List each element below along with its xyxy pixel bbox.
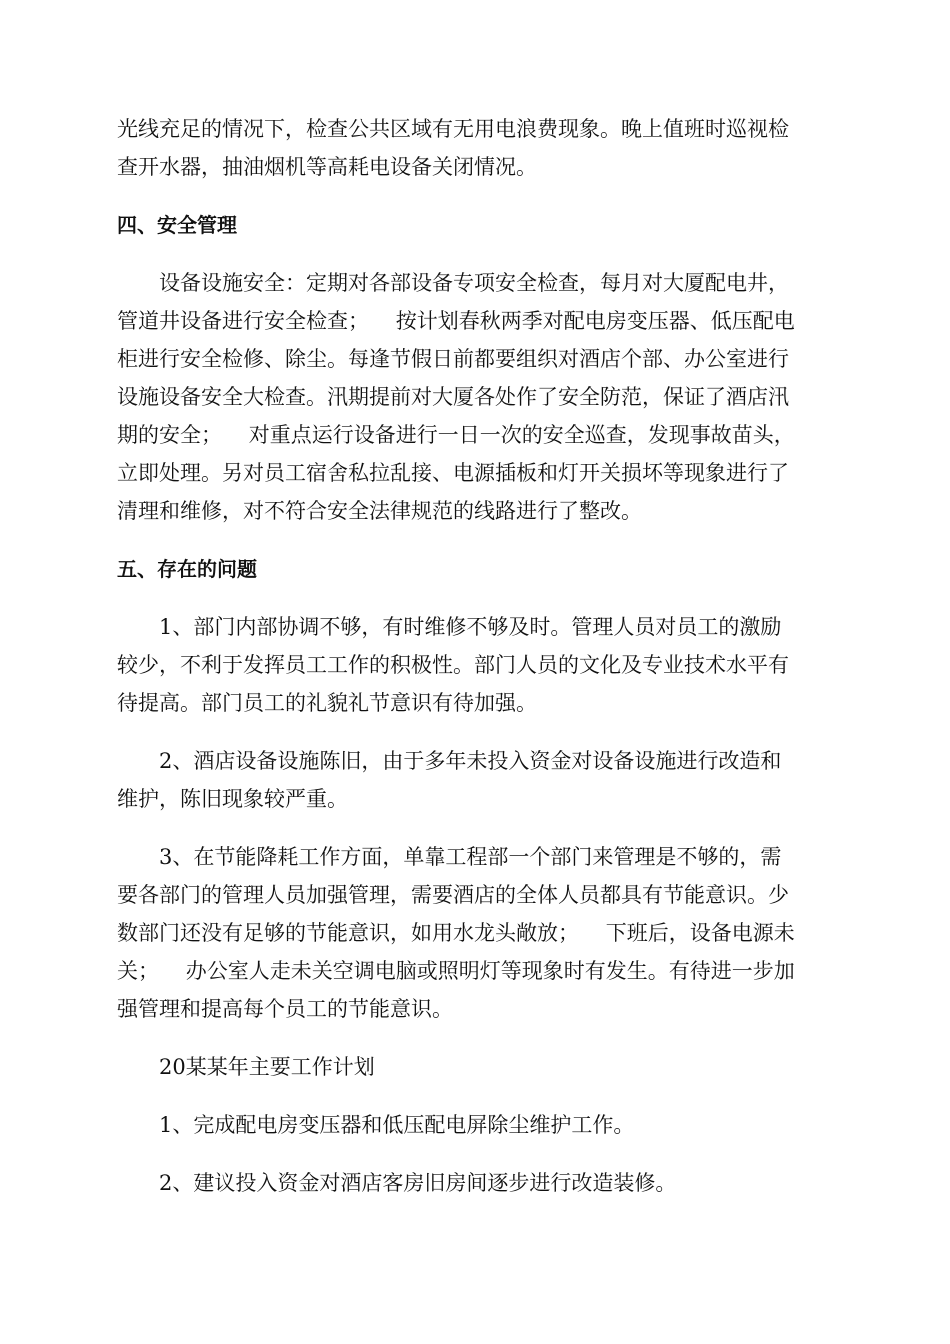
section-heading-safety: 四、安全管理 xyxy=(117,213,237,237)
paragraph-line: 管道井设备进行安全检查； 按计划春秋两季对配电房变压器、低压配电 xyxy=(117,309,795,333)
intro-paragraph xyxy=(117,110,833,186)
plan-item-1: 1、完成配电房变压器和低压配电屏除尘维护工作。 xyxy=(159,1113,635,1137)
paragraph-line: 清理和维修，对不符合安全法律规范的线路进行了整改。 xyxy=(117,499,642,523)
paragraph-line: 较少，不利于发挥员工工作的积极性。部门人员的文化及专业技术水平有 xyxy=(117,653,789,677)
paragraph-line: 1、部门内部协调不够，有时维修不够及时。管理人员对员工的激励 xyxy=(159,615,782,639)
section-heading-problems: 五、存在的问题 xyxy=(117,557,257,581)
plan-item-2: 2、建议投入资金对酒店客房旧房间逐步进行改造装修。 xyxy=(159,1171,677,1195)
paragraph-line: 柜进行安全检修、除尘。每逢节假日前都要组织对酒店个部、办公室进行 xyxy=(117,347,789,371)
paragraph-line: 2、酒店设备设施陈旧，由于多年未投入资金对设备设施进行改造和 xyxy=(159,749,782,773)
problem-item-2 xyxy=(117,742,833,818)
paragraph-line: 维护，陈旧现象较严重。 xyxy=(117,787,348,811)
paragraph-line: 查开水器，抽油烟机等高耗电设备关闭情况。 xyxy=(117,155,537,179)
paragraph-line: 设备设施安全：定期对各部设备专项安全检查，每月对大厦配电井， xyxy=(159,271,789,295)
paragraph-line: 关； 办公室人走未关空调电脑或照明灯等现象时有发生。有待进一步加 xyxy=(117,959,795,983)
safety-paragraph xyxy=(117,264,833,530)
paragraph-line: 光线充足的情况下，检查公共区域有无用电浪费现象。晚上值班时巡视检 xyxy=(117,117,789,141)
paragraph-line: 待提高。部门员工的礼貌礼节意识有待加强。 xyxy=(117,691,537,715)
problem-item-1 xyxy=(117,608,833,722)
document-body xyxy=(117,110,833,1202)
paragraph-line: 期的安全； 对重点运行设备进行一日一次的安全巡查，发现事故苗头， xyxy=(117,423,795,447)
paragraph-line: 设施设备安全大检查。汛期提前对大厦各处作了安全防范，保证了酒店汛 xyxy=(117,385,789,409)
paragraph-line: 要各部门的管理人员加强管理，需要酒店的全体人员都具有节能意识。少 xyxy=(117,883,789,907)
plan-title: 20某某年主要工作计划 xyxy=(159,1055,375,1079)
paragraph-line: 强管理和提高每个员工的节能意识。 xyxy=(117,997,453,1021)
paragraph-line: 数部门还没有足够的节能意识，如用水龙头敞放； 下班后，设备电源未 xyxy=(117,921,795,945)
problem-item-3 xyxy=(117,838,833,1028)
paragraph-line: 3、在节能降耗工作方面，单靠工程部一个部门来管理是不够的，需 xyxy=(159,845,782,869)
paragraph-line: 立即处理。另对员工宿舍私拉乱接、电源插板和灯开关损坏等现象进行了 xyxy=(117,461,789,485)
